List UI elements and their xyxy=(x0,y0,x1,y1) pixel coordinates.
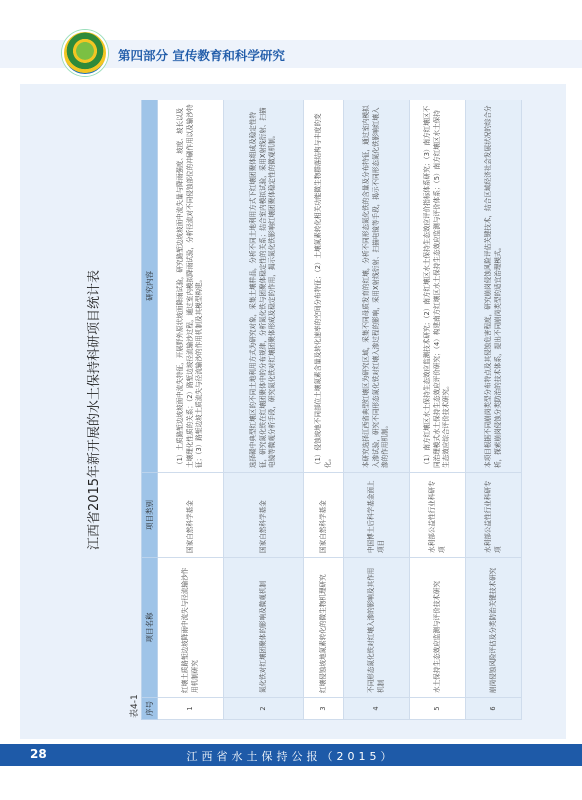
table-label: 表4-1 xyxy=(130,694,140,718)
column-header-content: 研究内容 xyxy=(142,100,158,473)
cell-project-name: 崩岗侵蚀风险评估及分类防治关键技术研究 xyxy=(466,558,522,698)
column-header-no: 序号 xyxy=(142,698,158,720)
cell-research-content: 本项目根据不同崩岗类型分布特点及其侵蚀危害程度，研究崩岗侵蚀风险评估关键技术，结合区域经济社会发展状况的综合分析，探索崩岗侵蚀分类防治的技术体系，提出不同崩岗类型的适宜治理模式。 xyxy=(466,100,522,473)
table-title: 江西省2015年新开展的水土保持科研项目统计表 xyxy=(87,269,102,551)
cell-project-type: 水利部公益性行业科研专项 xyxy=(410,473,466,558)
cell-project-type: 国家自然科学基金 xyxy=(158,473,224,558)
cell-project-name: 红壤土质路堑边坡降雨中流失与径流输沙作用机制研究 xyxy=(158,558,224,698)
table-row xyxy=(410,100,466,720)
section-title: 第四部分 宣传教育和科学研究 xyxy=(118,48,285,63)
cell-no: 2 xyxy=(224,698,304,720)
research-projects-table xyxy=(141,100,522,720)
table-row xyxy=(344,100,410,720)
rotated-table-content xyxy=(75,100,545,720)
cell-project-type: 水利部公益性行业科研专项 xyxy=(466,473,522,558)
table-row xyxy=(158,100,224,720)
cell-no: 6 xyxy=(466,698,522,720)
cell-project-name: 氮化铁对红壤团聚体的影响及微观机制 xyxy=(224,558,304,698)
cell-research-content: 本研究选择江西省典型红壤区为研究区域，采集不同母质发育的红壤，分析不同形态氮化铁的含量及分布特征，通过室内模拟入渗试验，研究不同形态氮化铁对红壤入渗过程的影响，采用X射线衍射、扫描电镜等手段，揭示不同形态氮化铁影响红壤入渗的作用机制。 xyxy=(344,100,410,473)
cell-project-name: 红壤侵蚀坡地氮素转化的微生物机理研究 xyxy=(304,558,344,698)
publication-title: 江西省水土保持公报（2015） xyxy=(186,750,396,763)
cell-project-type: 国家自然科学基金 xyxy=(224,473,304,558)
cell-no: 3 xyxy=(304,698,344,720)
cell-project-name: 水土保持生态效应监测与评价技术研究 xyxy=(410,558,466,698)
soil-conservation-logo-icon xyxy=(62,30,108,76)
cell-project-type: 中国博士后科学基金面上项目 xyxy=(344,473,410,558)
table-row xyxy=(224,100,304,720)
page-number: 28 xyxy=(30,747,47,761)
table-row xyxy=(466,100,522,720)
table-row xyxy=(304,100,344,720)
rotated-table-area xyxy=(75,100,545,720)
cell-project-name: 不同形态氮化铁对红壤入渗的影响及其作用机制 xyxy=(344,558,410,698)
column-header-type: 项目类别 xyxy=(142,473,158,558)
cell-research-content: 选择赣中典型红壤区的不同土地利用方式为研究对象，采集土壤样品，分析不同土地利用方式下红壤团聚体组成及稳定性特征，研究氮化铁在红壤团聚体中的分布规律，分析氮化铁与团聚体稳定性的关系；结合室内模拟试验，采用X射线衍射、扫描电镜等微观分析手段，研究氮化铁对红壤团聚体形成及稳定的作用，揭示氮化铁影响红壤团聚体稳定性的微观机制。 xyxy=(224,100,304,473)
cell-no: 4 xyxy=(344,698,410,720)
cell-research-content: （1）侵蚀坡地不同部位土壤氮素含量及转化速率的空间分布特征；（2）土壤氮素转化相关功能微生物群落结构与丰度的变化。 xyxy=(304,100,344,473)
table-header-row xyxy=(142,100,158,720)
cell-no: 5 xyxy=(410,698,466,720)
cell-project-type: 国家自然科学基金 xyxy=(304,473,344,558)
column-header-name: 项目名称 xyxy=(142,558,158,698)
cell-research-content: （1）土质路堑边坡坡面中流失特征，开展野外原状坡面降雨试验，研究路堑边坡坡面中流失量与降雨强度、坡度、坡长以及土壤理化性质的关系；（2）路堑边坡径流输沙过程，通过室内模拟降雨试验，分析径流对不同侵蚀部位的冲刷作用以及输沙特征；（3）路堑边坡土质流失与径流输沙的作用机制及其模型构建。 xyxy=(158,100,224,473)
cell-no: 1 xyxy=(158,698,224,720)
cell-research-content: （1）南方红壤区水土保持生态效应监测技术研究；（2）南方红壤区水土保持生态效应评价指标体系研究；（3）南方红壤区不同治理模式水土保持生态效应评价研究；（4）构建南方红壤区水土保持生态效应监测与评价体系；（5）南方红壤区水土保持生态效应综合评价技术研究。 xyxy=(410,100,466,473)
